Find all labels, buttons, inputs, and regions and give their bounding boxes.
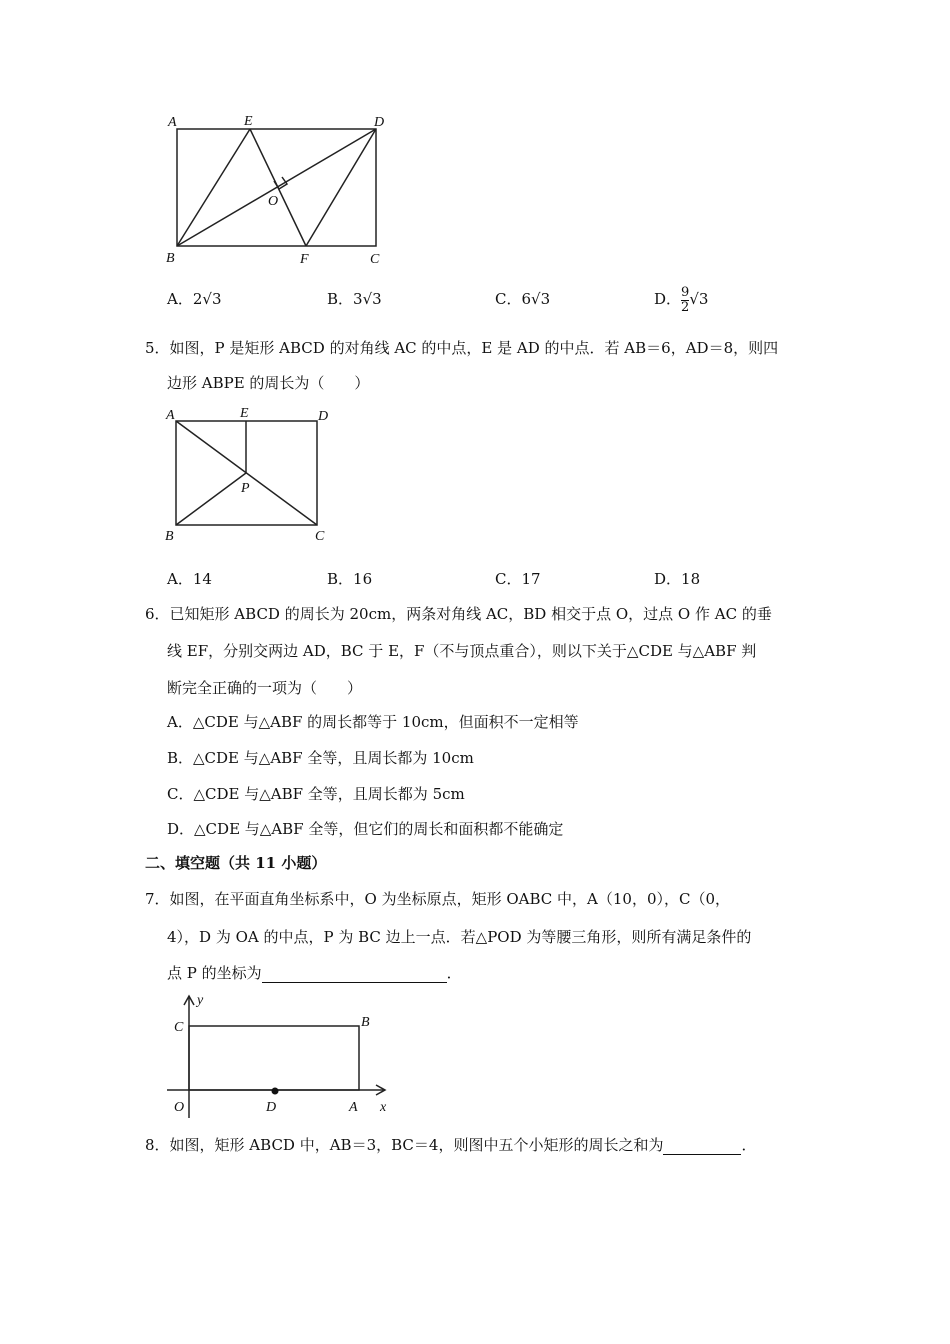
q4-option-c: C．6√3 — [495, 290, 551, 308]
section-heading: 二、填空题（共 11 小题） — [145, 854, 327, 872]
q4-option-d: D． $\frac{9}{2}$ √3 — [654, 284, 709, 315]
q7-line-1: 7．如图，在平面直角坐标系中，O 为坐标原点，矩形 OABC 中，A（10，0），C（0， — [145, 890, 731, 908]
q8-line-1: 8．如图，矩形 ABCD 中，AB＝3，BC＝4，则图中五个小矩形的周长之和为 ． — [145, 1136, 757, 1154]
q5-option-c: C．17 — [495, 570, 541, 588]
q5-line-1: 5．如图，P 是矩形 ABCD 的对角线 AC 的中点，E 是 AD 的中点．若 AB＝6，AD＝8，则四 — [145, 339, 779, 357]
label-f: F — [300, 252, 309, 267]
q4-option-b: B．3√3 — [327, 290, 382, 308]
label-e: E — [244, 114, 253, 129]
label-a: A — [168, 115, 177, 130]
label-b: B — [166, 251, 175, 266]
label-d: D — [266, 1100, 277, 1115]
q7-line-2: 4），D 为 OA 的中点，P 为 BC 边上一点．若△POD 为等腰三角形，则所有满足条件的 — [167, 928, 752, 946]
q5-option-b: B．16 — [327, 570, 373, 588]
q6-option-d: D．△CDE 与△ABF 全等，但它们的周长和面积都不能确定 — [167, 820, 564, 838]
label-p: P — [241, 481, 250, 496]
q6-option-c: C．△CDE 与△ABF 全等，且周长都为 5cm — [167, 785, 465, 803]
label-e: E — [240, 406, 249, 421]
q6-line-1: 6．已知矩形 ABCD 的周长为 20cm，两条对角线 AC，BD 相交于点 O，过点 O 作 AC 的垂 — [145, 605, 772, 623]
label-a: A — [349, 1100, 358, 1115]
label-c: C — [174, 1020, 184, 1035]
label-y: y — [197, 993, 204, 1008]
label-b: B — [165, 529, 174, 544]
q4-option-a: A．2√3 — [167, 290, 222, 308]
q5-option-a: A．14 — [167, 570, 212, 588]
label-o: O — [268, 194, 279, 209]
point-d — [272, 1088, 279, 1095]
label-x: x — [380, 1100, 387, 1115]
q5-option-d: D．18 — [654, 570, 701, 588]
q6-option-b: B．△CDE 与△ABF 全等，且周长都为 10cm — [167, 749, 474, 767]
q7-line-3: 点 P 的坐标为 ． — [167, 964, 462, 982]
label-d: D — [318, 409, 329, 424]
label-c: C — [315, 529, 325, 544]
q6-option-a: A．△CDE 与△ABF 的周长都等于 10cm，但面积不一定相等 — [167, 713, 579, 731]
label-d: D — [374, 115, 385, 130]
label-c: C — [370, 252, 380, 267]
label-o: O — [174, 1100, 185, 1115]
answer-blank-q8[interactable] — [663, 1138, 741, 1155]
q6-line-2: 线 EF，分别交两边 AD，BC 于 E，F（不与顶点重合），则以下关于△CDE 与△ABF 判 — [167, 642, 757, 660]
label-b: B — [361, 1015, 370, 1030]
label-a: A — [166, 408, 175, 423]
q6-line-3: 断完全正确的一项为（ ） — [167, 679, 363, 697]
q5-line-2: 边形 ABPE 的周长为（ ） — [167, 374, 370, 392]
